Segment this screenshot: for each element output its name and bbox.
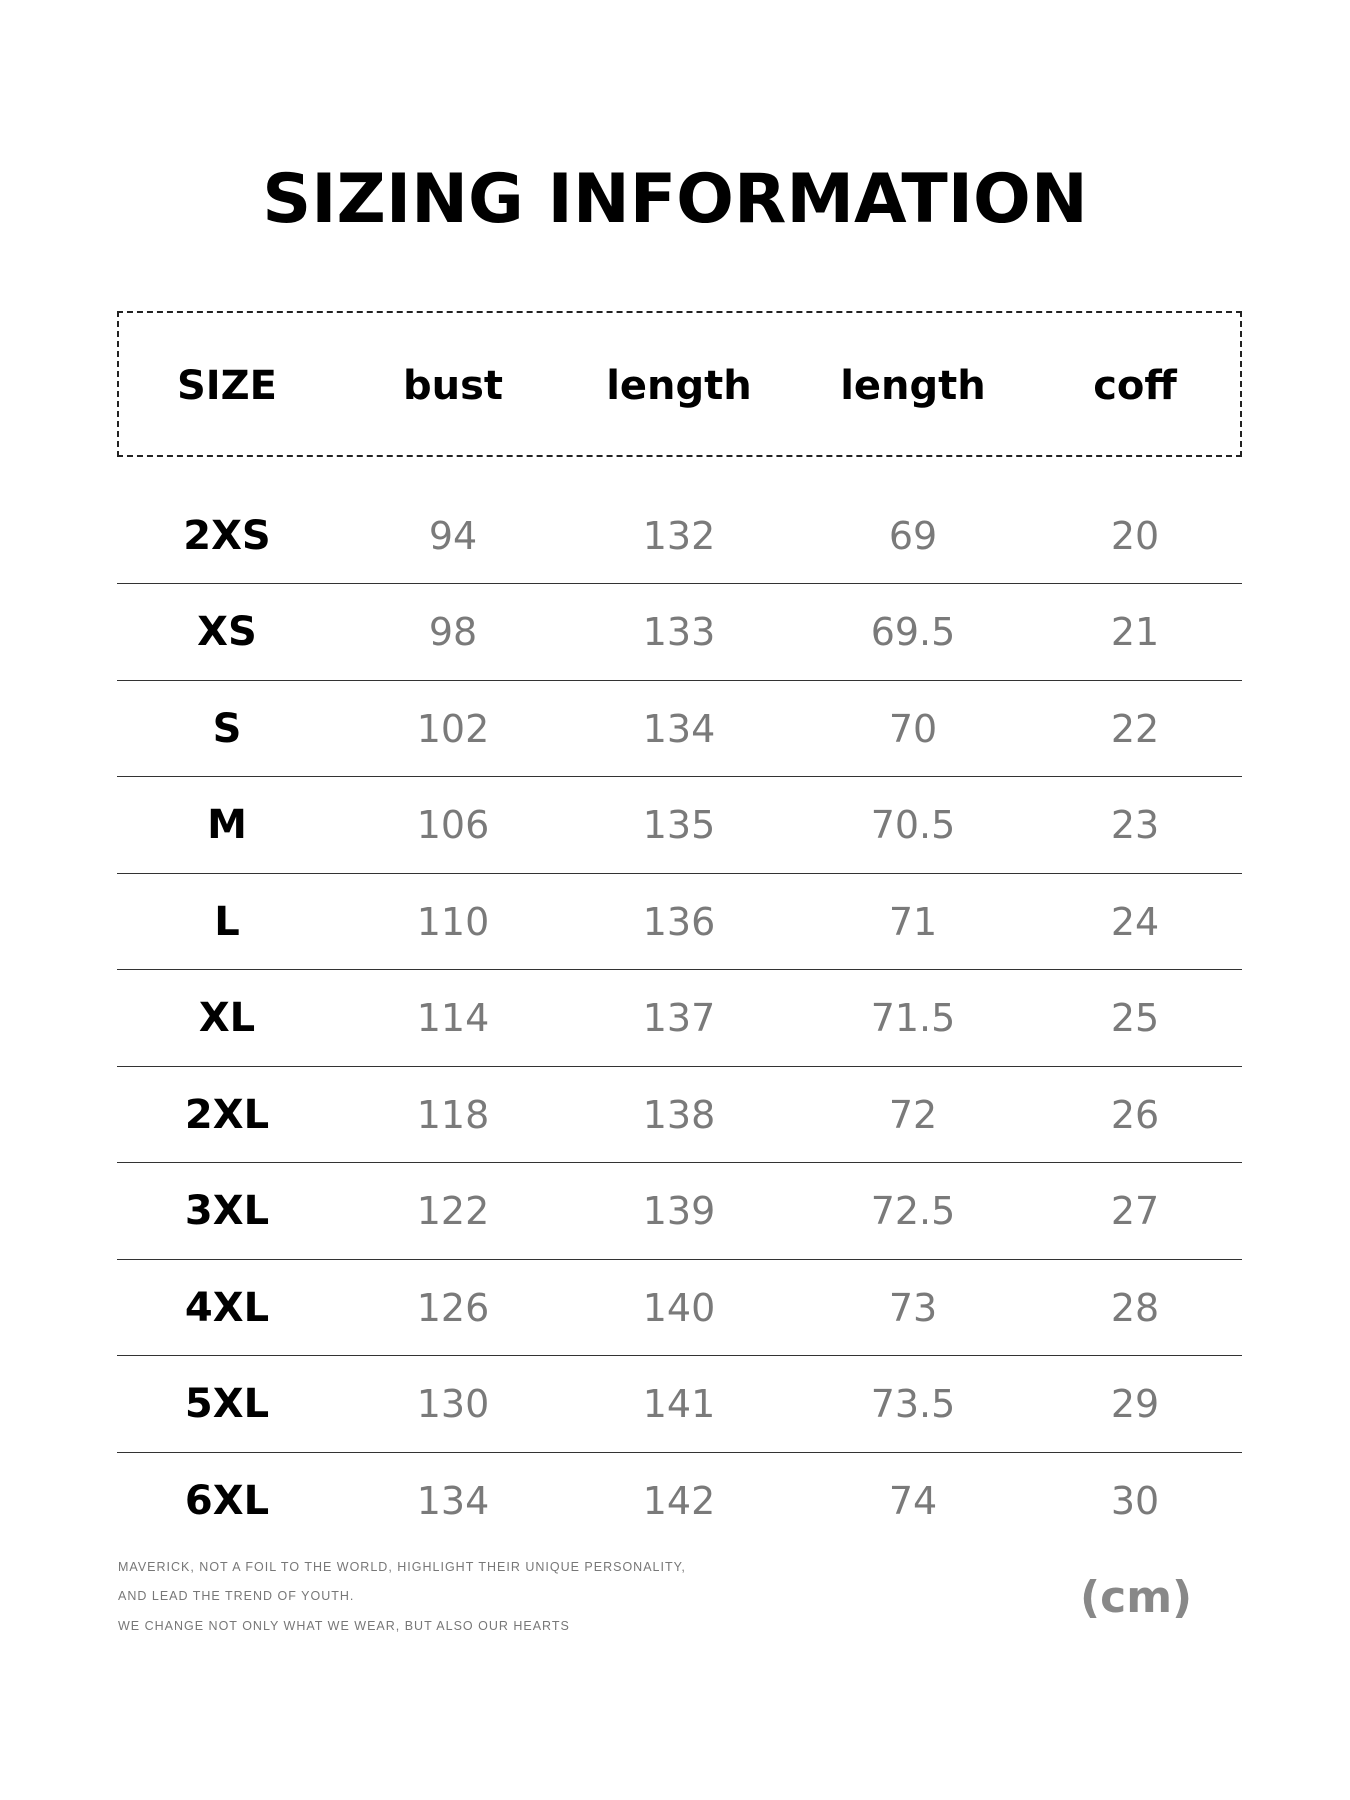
footnote-line-2: AND LEAD THE TREND OF YOUTH. [118,1589,355,1603]
cell-length: 132 [642,513,716,558]
cell-sleeve-length: 71.5 [870,996,956,1040]
cell-sleeve-length: 69.5 [870,610,956,654]
table-row [117,1067,1242,1163]
cell-sleeve-length: 71 [888,899,938,944]
page-title: SIZING INFORMATION [262,160,1088,239]
cell-coff: 20 [1110,513,1160,558]
header-sleeve-length: length [840,363,986,409]
cell-length: 139 [642,1189,716,1233]
cell-coff: 23 [1110,803,1160,847]
cell-length: 133 [642,610,716,654]
header-length: length [606,363,752,409]
cell-sleeve-length: 73.5 [870,1382,956,1426]
cell-size: XL [198,995,256,1041]
cell-coff: 26 [1110,1092,1160,1137]
cell-size: 4XL [184,1284,270,1331]
cell-size: 6XL [184,1478,270,1524]
header-bust: bust [402,363,504,409]
table-row [117,1453,1242,1549]
cell-size: XS [197,609,257,655]
cell-bust: 102 [416,706,490,751]
cell-sleeve-length: 74 [888,1479,938,1523]
cell-sleeve-length: 73 [888,1285,938,1330]
cell-size: 5XL [184,1381,270,1427]
footnote-line-1: MAVERICK, NOT A FOIL TO THE WORLD, HIGHLIGHT THEIR UNIQUE PERSONALITY, [118,1560,686,1574]
cell-bust: 110 [416,899,490,944]
cell-coff: 22 [1110,706,1160,751]
table-header-row [117,338,1242,434]
cell-bust: 134 [416,1479,490,1523]
cell-coff: 28 [1110,1285,1160,1330]
cell-bust: 98 [428,610,478,654]
cell-coff: 25 [1110,996,1160,1040]
cell-bust: 114 [416,996,490,1040]
cell-length: 135 [642,803,716,847]
header-coff: coff [1093,363,1177,409]
table-row [117,488,1242,584]
cell-size: 3XL [184,1188,270,1234]
cell-bust: 126 [416,1285,490,1330]
cell-length: 137 [642,996,716,1040]
cell-size: 2XS [183,512,271,559]
table-row [117,585,1242,681]
cell-bust: 122 [416,1189,490,1233]
cell-bust: 118 [416,1092,490,1137]
cell-length: 140 [642,1285,716,1330]
cell-size: S [212,705,242,752]
cell-size: M [207,802,247,848]
cell-sleeve-length: 70.5 [870,803,956,847]
table-row [117,681,1242,777]
cell-length: 138 [642,1092,716,1137]
cell-length: 142 [642,1479,716,1523]
cell-sleeve-length: 72.5 [870,1189,956,1233]
cell-length: 141 [642,1382,716,1426]
table-row [117,971,1242,1067]
cell-coff: 29 [1110,1382,1160,1426]
cell-sleeve-length: 69 [888,513,938,558]
cell-sleeve-length: 70 [888,706,938,751]
table-row [117,1164,1242,1260]
cell-length: 136 [642,899,716,944]
cell-coff: 21 [1110,610,1160,654]
cell-coff: 30 [1110,1479,1160,1523]
cell-coff: 24 [1110,899,1160,944]
cell-size: L [214,898,240,945]
cell-bust: 106 [416,803,490,847]
cell-coff: 27 [1110,1189,1160,1233]
table-row [117,1357,1242,1453]
footnote-line-3: WE CHANGE NOT ONLY WHAT WE WEAR, BUT ALSO OUR HEARTS [118,1619,570,1633]
table-row [117,778,1242,874]
cell-bust: 94 [428,513,478,558]
header-size: SIZE [176,363,278,409]
table-row [117,874,1242,970]
cell-sleeve-length: 72 [888,1092,938,1137]
unit-label: (cm) [1080,1572,1193,1623]
cell-length: 134 [642,706,716,751]
cell-size: 2XL [184,1091,270,1138]
table-row [117,1260,1242,1356]
cell-bust: 130 [416,1382,490,1426]
